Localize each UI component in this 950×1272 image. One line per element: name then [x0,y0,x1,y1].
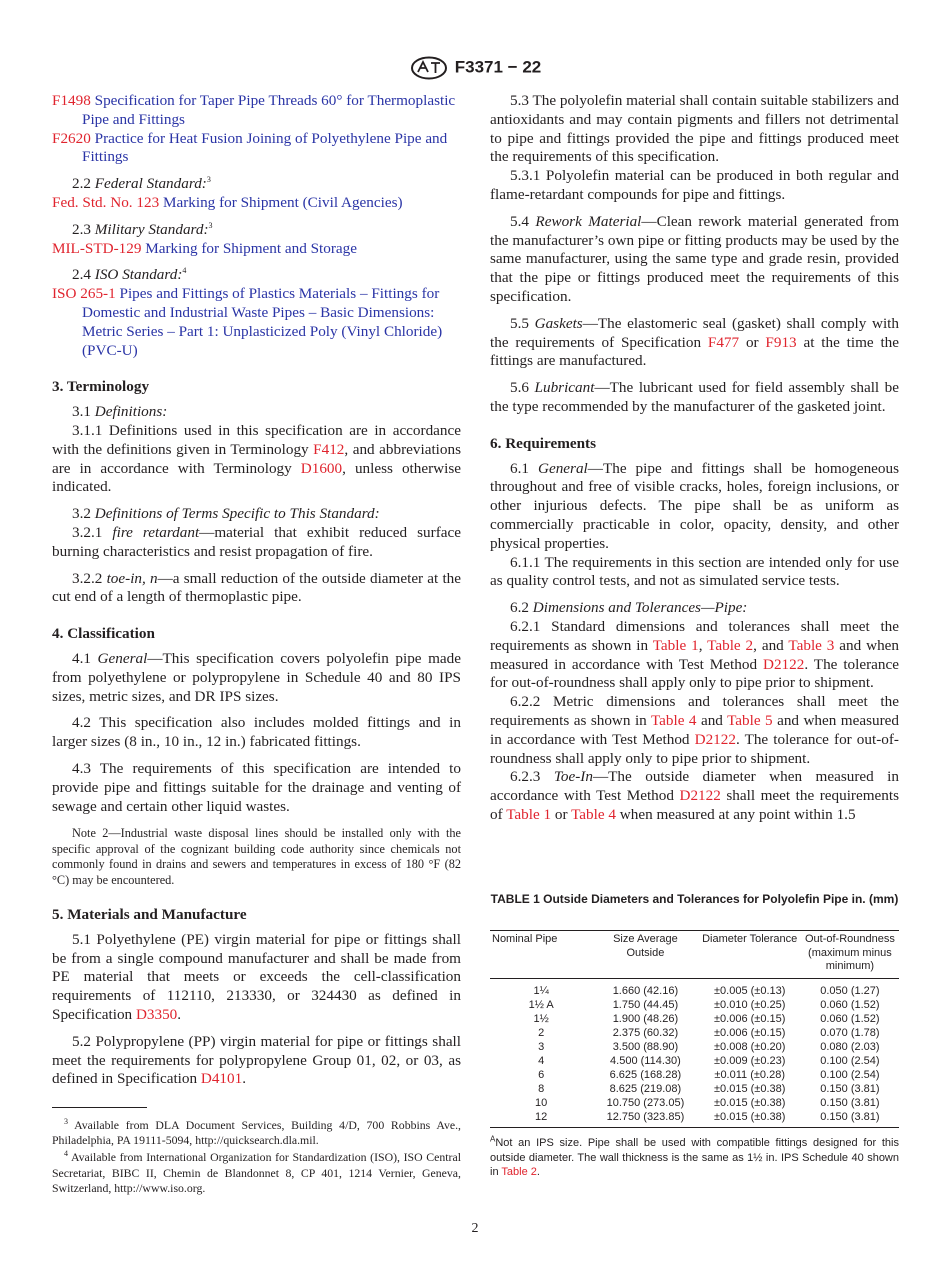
term: fire retardant [112,523,200,541]
table-cell: ±0.008 (±0.20) [714,1040,786,1053]
table-cell: 0.060 (1.52) [820,998,880,1011]
footnote-mark: 4 [182,266,187,276]
section-title: Federal Standard: [94,175,207,193]
table-cell: 1½ A [528,998,554,1011]
reference-f1498 [52,92,461,130]
page-header [0,56,950,80]
left-column [52,92,461,1089]
table-cell: ±0.006 (±0.15) [714,1012,786,1025]
footnote-mark: 3 [64,1117,68,1127]
column-header: Size Average Outside [592,931,698,979]
link-table-4[interactable]: Table 4 [571,805,616,823]
section-number: 5.4 [510,212,529,230]
table-cell: 1.750 (44.45) [612,998,679,1011]
text: when measured at any point within 1.5 [615,805,856,823]
text: . [242,1070,247,1088]
link-iso-265-1[interactable]: ISO 265-1 [52,285,116,303]
link-f477[interactable]: F477 [707,333,740,351]
section-number: 3.2.2 [72,569,103,587]
table-cell: 0.150 (3.81) [820,1096,880,1109]
link-d1600[interactable]: D1600 [300,459,343,477]
text: , and abbreviations are in accordance with Terminology [52,440,461,477]
table-cell: ±0.011 (±0.28) [714,1068,785,1081]
section-number: 2.4 [72,266,91,284]
section-number: 6.1 [510,459,529,477]
footnote-text: Available from DLA Document Services, Building 4/D, 700 Robbins Ave., Philadelphia, PA 19111-5094, http://quicksearch.dla.mil. [52,1118,461,1148]
ref-title[interactable]: Pipes and Fittings of Plastics Materials – Fittings for Domestic and Industrial Waste Pipes – Basic Dimensions: Metric Series – Part 1: Unplasticized Poly (Vinyl Chloride) (PVC-U) [82,285,443,359]
text: 6.2.1 Standard dimensions and tolerances shall meet the requirements as shown in [490,617,899,654]
link-table-2[interactable]: Table 2 [707,636,754,654]
table-cell: 3.500 (88.90) [612,1040,679,1053]
section-6-2 [490,599,899,618]
table-cell: ±0.005 (±0.13) [714,984,786,997]
term: Gaskets [534,314,583,332]
table-cell: 10.750 (273.05) [606,1096,685,1109]
section-title: Definitions of Terms Specific to This Standard: [94,505,380,523]
section-2-4 [52,266,461,285]
section-number: 5.6 [510,379,529,397]
section-3-1-1 [52,422,461,497]
table-cell: 8.625 (219.08) [609,1082,682,1095]
section-6-2-1 [490,618,899,693]
table-cell: 12 [490,1111,592,1128]
table-cell: ±0.015 (±0.38) [714,1082,786,1095]
term: toe-in, n [106,569,158,587]
link-f412[interactable]: F412 [313,440,345,458]
footnote-mark: 3 [208,220,213,230]
table-row [490,1111,899,1128]
ref-title[interactable]: Practice for Heat Fusion Joining of Polyethylene Pipe and Fittings [82,129,448,166]
footnotes [52,1118,461,1198]
text: 6.2.2 Metric dimensions and tolerances shall meet the requirements as shown in [490,693,899,729]
footnote-text: . [536,1166,540,1178]
text: —The elastomeric seal (gasket) shall comply with the requirements of Specification [490,314,899,351]
table-header-row [490,931,899,979]
column-header: Nominal Pipe [490,931,592,979]
section-4-3: 4.3 The requirements of this specification are intended to provide pipe and fittings suitable for the drainage and venting of sewage and certain other liquid wastes. [52,759,461,815]
table-cell: 2.375 (60.32) [612,1026,679,1039]
text: —a small reduction of the outside diameter at the cut end of a length of thermoplastic pipe. [52,569,462,606]
section-3-2-2 [52,570,461,608]
link-table-2[interactable]: Table 2 [501,1166,537,1178]
link-table-1[interactable]: Table 1 [506,805,552,823]
text: 5.1 Polyethylene (PE) virgin material for pipe or fittings shall be from a single compound manufacturer and shall be made from PE material that meets or exceeds the cell-classification requirements of 112110, 213330, or 324430 as defined in Specification [52,930,461,1023]
footnote-text: Available from International Organization for Standardization (ISO), ISO Central Secretariat, BIBC II, Chemin de Blandonnet 8, CP 401, 1214 Vernier, Geneva, Switzerland, http://www.iso.org. [52,1150,461,1195]
section-number: 4.1 [72,649,91,667]
heading-materials: 5. Materials and Manufacture [52,905,247,923]
link-mil-std[interactable]: MIL-STD-129 [52,239,142,257]
footnote-4 [52,1150,461,1196]
table-cell: 12.750 (323.85) [592,1111,698,1128]
text: , [698,636,708,654]
text: , and [753,636,789,654]
table-row [490,1027,899,1041]
table-row [490,1069,899,1083]
link-d3350[interactable]: D3350 [135,1005,178,1023]
footnote-mark: 3 [206,175,211,185]
text: and when measured in accordance with Test Method [490,711,899,748]
section-2-3 [52,221,461,240]
text: . [177,1005,182,1023]
text: and [696,711,728,729]
section-number: 6.2.3 [510,768,541,786]
ref-title[interactable]: Specification for Taper Pipe Threads 60° for Thermoplastic Pipe and Fittings [82,92,456,128]
heading-terminology: 3. Terminology [52,378,150,396]
table-cell: 2 [538,1026,545,1039]
table-row [490,1041,899,1055]
section-5-3: 5.3 The polyolefin material shall contain suitable stabilizers and antioxidants and may contain pigments and fillers not detrimental to pipe and fittings provided the pipe and fittings produced meet the requirements of this specification. [490,92,900,166]
section-number: 2.3 [72,220,91,238]
table-cell: 4.500 (114.30) [610,1054,681,1067]
table-cell: 0.050 (1.27) [820,984,880,997]
table-cell: ±0.015 (±0.38) [699,1111,801,1128]
section-5-2 [52,1033,461,1089]
table-1-title: TABLE 1 Outside Diameters and Tolerances for Polyolefin Pipe in. (mm) [490,892,899,906]
term: Lubricant [534,379,595,397]
table-cell: 4 [538,1054,545,1067]
link-fed-std[interactable]: Fed. Std. No. 123 [52,193,160,211]
page-number: 2 [471,1221,479,1236]
designation: F3371 − 22 [454,57,542,77]
text: . The tolerance for out-of-roundness shall apply only to pipe prior to shipment. [490,655,899,692]
table-row [490,999,899,1013]
section-5-4 [490,213,899,307]
text: or [551,805,572,823]
section-6-1-1: 6.1.1 The requirements in this section are intended only for use as quality control tests, and not as simulated service tests. [490,553,899,590]
note-2: Note 2—Industrial waste disposal lines should be installed only with the specific approval of the cognizant building code authority since chemicals not commonly found in drains and sewers and temperatures in excess of 180 °F (82 °C) may be encountered. [52,826,461,887]
section-2-2 [52,175,461,194]
section-6-2-2 [490,693,899,768]
link-f1498[interactable]: F1498 [52,92,91,109]
table-cell: 0.070 (1.78) [820,1026,880,1039]
table-cell: 6.625 (168.28) [609,1068,682,1081]
text: —This specification covers polyolefin pipe made from polyethylene or polypropylene in Schedule 40 and 80 IPS sizes, metric sizes, and DR IPS sizes. [52,649,461,705]
text: and when measured in accordance with Test Method [490,636,900,673]
ref-title[interactable]: Marking for Shipment and Storage [145,239,357,257]
section-title: ISO Standard: [94,266,183,284]
table-cell: 0.100 (2.54) [820,1054,880,1067]
text: —The lubricant used for field assembly shall be the type recommended by the manufacturer of the gasketed joint. [490,379,900,415]
table-row [490,1083,899,1097]
text: —material that exhibit reduced surface burning characteristics and resist propagation of fire. [52,523,461,560]
section-5-6 [490,379,899,417]
section-number: 3.2 [72,505,91,523]
footnote-divider [52,1107,147,1108]
section-title: Definitions: [94,403,168,421]
text: , unless otherwise indicated. [52,459,462,496]
text: —Clean rework material generated from the manufacturer’s own pipe or fitting products may be used by the same manufacturer, using the same type and grade resin, provided that the pipe or fittings produced meet the requirements of this specification. [490,212,900,305]
text: —The pipe and fittings shall be homogeneous throughout and free of visible cracks, holes, foreign inclusions, or other injurious defects. The pipe shall be as uniform as commercially practicable in color, opacity, density, and other physical properties. [490,459,900,552]
section-6-1 [490,460,899,554]
table-cell: 0.060 (1.52) [820,1012,880,1025]
section-5-1 [52,931,461,1025]
table-1 [490,930,899,1128]
section-3-2 [52,505,461,524]
table-row [490,978,899,999]
link-d2122[interactable]: D2122 [762,655,805,673]
link-table-3[interactable]: Table 3 [788,636,835,654]
term: General [537,459,588,477]
section-number: 5.5 [510,314,529,332]
footnote-3 [52,1118,461,1148]
link-f913[interactable]: F913 [765,333,797,351]
table-cell: ±0.006 (±0.15) [714,1026,786,1039]
right-column [490,92,899,825]
ref-title[interactable]: Marking for Shipment (Civil Agencies) [162,193,403,211]
reference-f2620 [52,130,461,168]
table-row [490,1013,899,1027]
table-cell: ±0.009 (±0.23) [714,1054,786,1067]
section-5-5 [490,315,899,371]
reference-fed-std [52,194,461,213]
section-number: 3.1 [72,403,91,421]
text: shall meet the requirements of [490,787,899,823]
term: General [97,649,148,667]
text: or [739,333,766,351]
link-d4101[interactable]: D4101 [200,1070,243,1088]
astm-logo-icon [409,56,449,80]
footnote-mark: A [490,1134,496,1144]
link-d2122[interactable]: D2122 [679,787,721,805]
column-header: Out-of-Roundness (maximum minus minimum) [801,931,899,979]
footnote-text: Not an IPS size. Pipe shall be used with compatible fittings designed for this outside diameter. The wall thickness is the same as 1½ in. IPS Schedule 40 shown in [490,1137,899,1178]
heading-requirements: 6. Requirements [490,434,597,452]
table-cell: 10 [535,1096,548,1109]
table-cell: 0.150 (3.81) [820,1082,880,1095]
table-cell: 1.660 (42.16) [612,984,679,997]
table-cell: 0.080 (2.03) [820,1040,880,1053]
table-row [490,1055,899,1069]
table-cell: 3 [538,1040,545,1053]
table-row [490,1097,899,1111]
section-title: Military Standard: [94,220,209,238]
table-cell: 6 [538,1068,545,1081]
table-cell: 8 [538,1082,545,1095]
table-1-footnote [490,1136,899,1180]
section-number: 3.2.1 [72,523,103,541]
link-f2620[interactable]: F2620 [52,129,91,147]
table-cell: 1¼ [533,984,549,997]
table-cell: ±0.010 (±0.25) [714,998,786,1011]
table-cell: 0.100 (2.54) [820,1068,880,1081]
reference-mil-std [52,240,461,259]
table-cell: ±0.015 (±0.38) [714,1096,786,1109]
text: 5.2 Polypropylene (PP) virgin material for pipe or fittings shall meet the requirements for polypropylene Group 01, 02, or 03, as defined in Specification [52,1032,461,1088]
table-cell: 1.900 (48.26) [612,1012,679,1025]
link-table-4[interactable]: Table 4 [650,711,697,729]
text: at the time the fittings are manufactured. [490,333,899,370]
section-title: Dimensions and Tolerances—Pipe: [532,599,748,617]
text: 3.1.1 Definitions used in this specification are in accordance with the definitions given in Terminology [52,421,461,458]
column-header: Diameter Tolerance [699,931,801,979]
table-cell: 1½ [533,1012,549,1025]
link-table-5[interactable]: Table 5 [727,711,773,729]
link-d2122[interactable]: D2122 [694,730,736,748]
footnote-mark: 4 [64,1149,68,1159]
link-table-1[interactable]: Table 1 [652,636,699,654]
term: Toe-In [553,768,593,786]
section-3-2-1 [52,524,461,562]
section-5-3-1: 5.3.1 Polyolefin material can be produced in both regular and flame-retardant compounds for pipe and fittings. [490,167,899,203]
section-6-2-3 [490,768,899,824]
section-number: 2.2 [72,175,91,193]
text: —The outside diameter when measured in accordance with Test Method [490,768,899,805]
section-3-1 [52,403,461,422]
reference-iso [52,285,461,360]
term: Rework Material [535,212,642,230]
section-4-2: 4.2 This specification also includes molded fittings and in larger sizes (8 in., 10 in., 12 in.) fabricated fittings. [52,714,461,751]
text: . The tolerance for out-of-roundness shall apply only to pipe prior to shipment. [490,730,899,767]
section-number: 6.2 [510,599,529,617]
section-4-1 [52,650,461,706]
heading-classification: 4. Classification [52,625,155,643]
table-cell: 0.150 (3.81) [801,1111,899,1128]
